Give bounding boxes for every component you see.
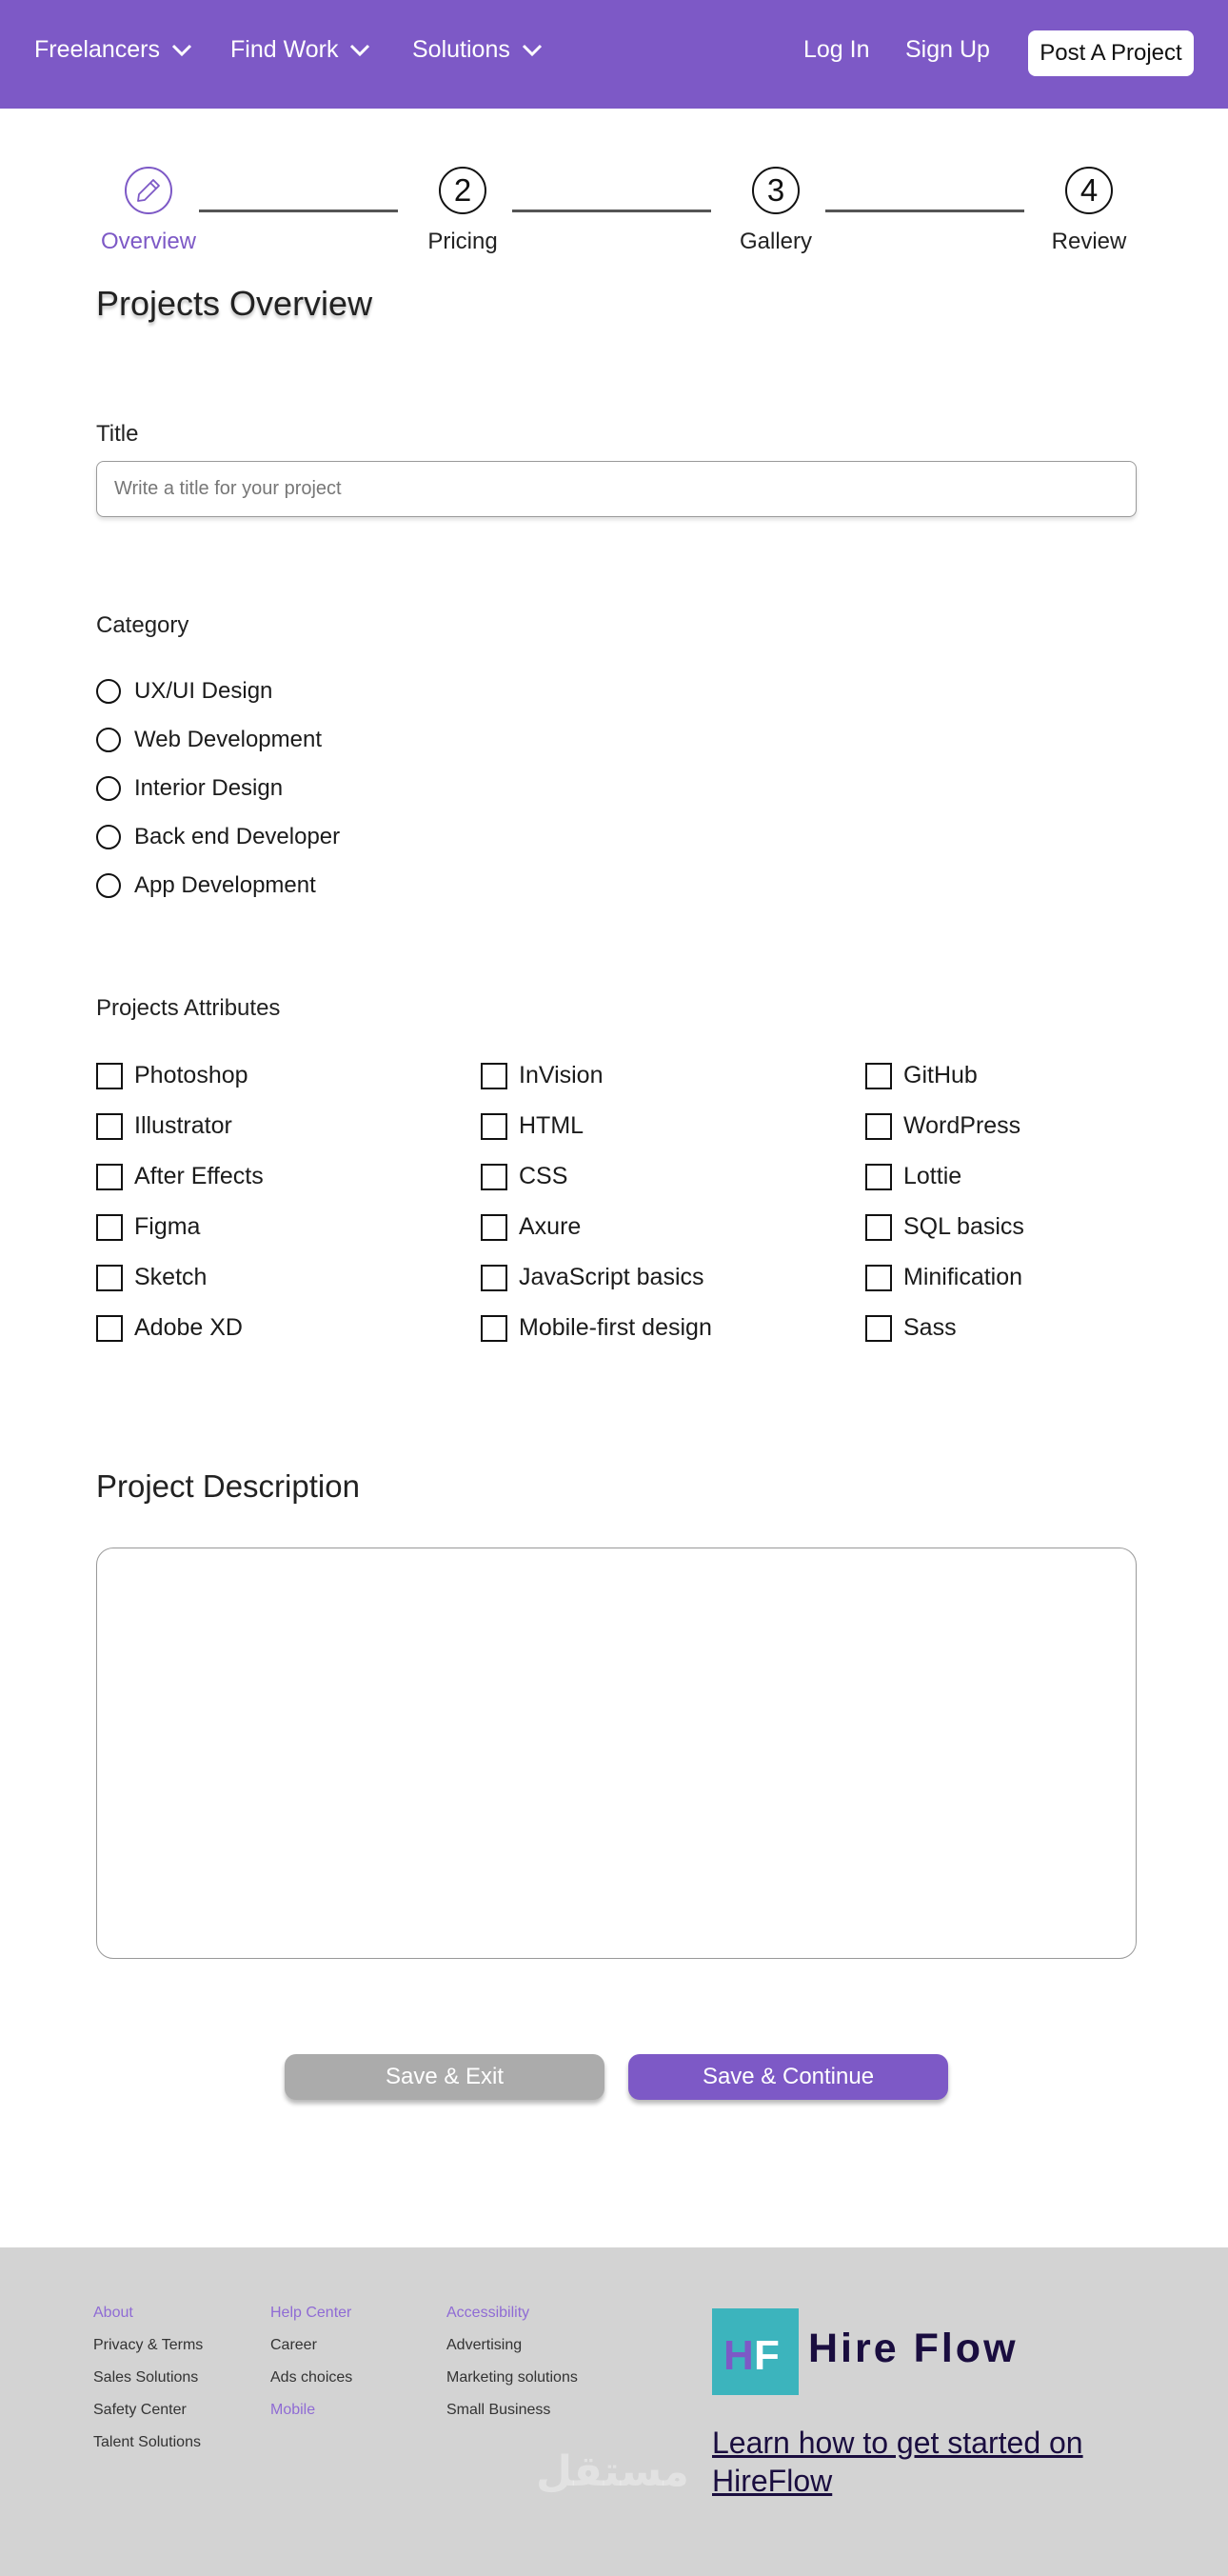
attribute-option[interactable]	[96, 1112, 232, 1140]
checkbox[interactable]	[865, 1315, 892, 1342]
attribute-label: Illustrator	[134, 1112, 232, 1139]
attribute-label: InVision	[519, 1062, 604, 1088]
footer-link[interactable]: Accessibility	[446, 2305, 530, 2321]
step-overview-circle[interactable]	[125, 167, 172, 214]
step-review-circle[interactable]: 4	[1065, 167, 1113, 214]
attribute-label: After Effects	[134, 1163, 264, 1189]
category-option-label: App Development	[134, 872, 316, 898]
description-textarea[interactable]	[96, 1548, 1137, 1959]
footer-link[interactable]: Talent Solutions	[93, 2434, 201, 2450]
checkbox[interactable]	[96, 1164, 123, 1190]
step-connector	[199, 210, 398, 212]
footer-link[interactable]: Sales Solutions	[93, 2369, 199, 2386]
page-title: Projects Overview	[96, 284, 373, 323]
radio-button[interactable]	[96, 728, 121, 752]
checkbox[interactable]	[865, 1214, 892, 1241]
attribute-option[interactable]	[96, 1163, 264, 1190]
footer-link[interactable]: Mobile	[270, 2402, 316, 2418]
title-input[interactable]	[96, 461, 1137, 517]
attribute-label: Minification	[903, 1264, 1023, 1290]
attribute-option[interactable]	[96, 1314, 243, 1342]
attribute-label: HTML	[519, 1112, 584, 1139]
attribute-option[interactable]	[96, 1213, 200, 1241]
checkbox[interactable]	[96, 1113, 123, 1140]
radio-button[interactable]	[96, 679, 121, 704]
checkbox[interactable]	[865, 1063, 892, 1089]
nav-solutions-label: Solutions	[412, 36, 510, 63]
description-label: Project Description	[96, 1468, 360, 1504]
save-continue-button[interactable]: Save & Continue	[628, 2054, 948, 2100]
category-option-ux-ui[interactable]	[96, 678, 272, 705]
attribute-label: Mobile-first design	[519, 1314, 712, 1341]
attribute-option[interactable]	[96, 1062, 248, 1089]
attribute-option[interactable]	[96, 1264, 207, 1291]
attributes-label: Projects Attributes	[96, 995, 281, 1021]
post-project-button[interactable]: Post A Project	[1028, 30, 1194, 76]
checkbox[interactable]	[96, 1265, 123, 1291]
learn-how-link[interactable]: Learn how to get started on HireFlow	[712, 2426, 1083, 2498]
footer-link[interactable]: Small Business	[446, 2402, 551, 2418]
attribute-option[interactable]	[865, 1062, 978, 1089]
attribute-option[interactable]	[865, 1112, 1020, 1140]
signup-link[interactable]: Sign Up	[905, 36, 990, 63]
category-option-label: Back end Developer	[134, 824, 341, 849]
attribute-option[interactable]	[865, 1213, 1024, 1241]
nav-solutions-menu[interactable]	[412, 36, 543, 64]
pencil-icon	[134, 176, 163, 205]
footer-link[interactable]: Privacy & Terms	[93, 2337, 204, 2353]
attribute-label: Sass	[903, 1314, 957, 1341]
step-gallery-circle[interactable]: 3	[752, 167, 800, 214]
login-link[interactable]: Log In	[803, 36, 870, 63]
attribute-option[interactable]	[481, 1112, 584, 1140]
top-nav	[0, 0, 1228, 109]
checkbox[interactable]	[865, 1113, 892, 1140]
svg-text:F: F	[754, 2332, 780, 2379]
attribute-label: Figma	[134, 1213, 201, 1240]
attribute-option[interactable]	[865, 1264, 1022, 1291]
footer-link[interactable]: Ads choices	[270, 2369, 353, 2386]
radio-button[interactable]	[96, 776, 121, 801]
step-review-label: Review	[1051, 229, 1127, 254]
nav-freelancers-menu[interactable]	[34, 36, 192, 64]
attribute-option[interactable]	[865, 1163, 961, 1190]
attribute-label: Lottie	[903, 1163, 962, 1189]
attribute-label: SQL basics	[903, 1213, 1024, 1240]
checkbox[interactable]	[865, 1265, 892, 1291]
attribute-option[interactable]	[481, 1314, 712, 1342]
chevron-down-icon	[522, 44, 543, 57]
footer-link[interactable]: Career	[270, 2337, 317, 2353]
nav-freelancers-label: Freelancers	[34, 36, 160, 63]
step-pricing-circle[interactable]: 2	[439, 167, 486, 214]
nav-find-work-label: Find Work	[230, 36, 339, 63]
attribute-option[interactable]	[481, 1062, 604, 1089]
category-option-label: Interior Design	[134, 775, 284, 801]
step-overview-label: Overview	[100, 229, 197, 254]
attribute-option[interactable]	[481, 1264, 704, 1291]
attribute-option[interactable]	[865, 1314, 957, 1342]
checkbox[interactable]	[96, 1214, 123, 1241]
category-option-interior[interactable]	[96, 775, 283, 802]
step-pricing-label: Pricing	[427, 229, 498, 254]
attribute-label: WordPress	[903, 1112, 1021, 1139]
attribute-label: Axure	[519, 1213, 582, 1240]
attribute-label: GitHub	[903, 1062, 978, 1088]
title-label: Title	[96, 421, 139, 447]
category-label: Category	[96, 612, 189, 638]
radio-button[interactable]	[96, 873, 121, 898]
footer-link[interactable]: About	[93, 2305, 133, 2321]
attribute-option[interactable]	[481, 1213, 581, 1241]
svg-text:H: H	[723, 2332, 754, 2379]
checkbox[interactable]	[481, 1315, 507, 1342]
checkbox[interactable]	[865, 1164, 892, 1190]
save-exit-button[interactable]: Save & Exit	[285, 2054, 604, 2100]
checkbox[interactable]	[481, 1113, 507, 1140]
checkbox[interactable]	[96, 1063, 123, 1089]
step-connector	[512, 210, 711, 212]
checkbox[interactable]	[481, 1265, 507, 1291]
checkbox[interactable]	[481, 1164, 507, 1190]
category-option-back-end[interactable]	[96, 824, 340, 850]
footer-link[interactable]: Help Center	[270, 2305, 352, 2321]
footer-link[interactable]: Marketing solutions	[446, 2369, 578, 2386]
category-option-app-dev[interactable]	[96, 872, 316, 899]
logo-mark[interactable]	[712, 2308, 799, 2395]
attribute-label: CSS	[519, 1163, 568, 1189]
category-option-web-dev[interactable]	[96, 727, 322, 753]
attribute-label: Adobe XD	[134, 1314, 243, 1341]
checkbox[interactable]	[96, 1315, 123, 1342]
category-option-label: UX/UI Design	[134, 678, 273, 704]
radio-button[interactable]	[96, 825, 121, 849]
hf-logo-icon	[712, 2308, 799, 2395]
attribute-label: Photoshop	[134, 1062, 248, 1088]
checkbox[interactable]	[481, 1214, 507, 1241]
chevron-down-icon	[171, 44, 192, 57]
attribute-option[interactable]	[481, 1163, 567, 1190]
category-option-label: Web Development	[134, 727, 322, 752]
footer-link[interactable]: Advertising	[446, 2337, 523, 2353]
logo-text: Hire Flow	[808, 2326, 1019, 2371]
watermark: مستقل	[536, 2448, 689, 2495]
step-connector	[825, 210, 1024, 212]
attribute-label: JavaScript basics	[519, 1264, 704, 1290]
footer-link[interactable]: Safety Center	[93, 2402, 187, 2418]
checkbox[interactable]	[481, 1063, 507, 1089]
attribute-label: Sketch	[134, 1264, 208, 1290]
chevron-down-icon	[349, 44, 370, 57]
step-gallery-label: Gallery	[739, 229, 813, 254]
nav-find-work-menu[interactable]	[230, 36, 370, 64]
